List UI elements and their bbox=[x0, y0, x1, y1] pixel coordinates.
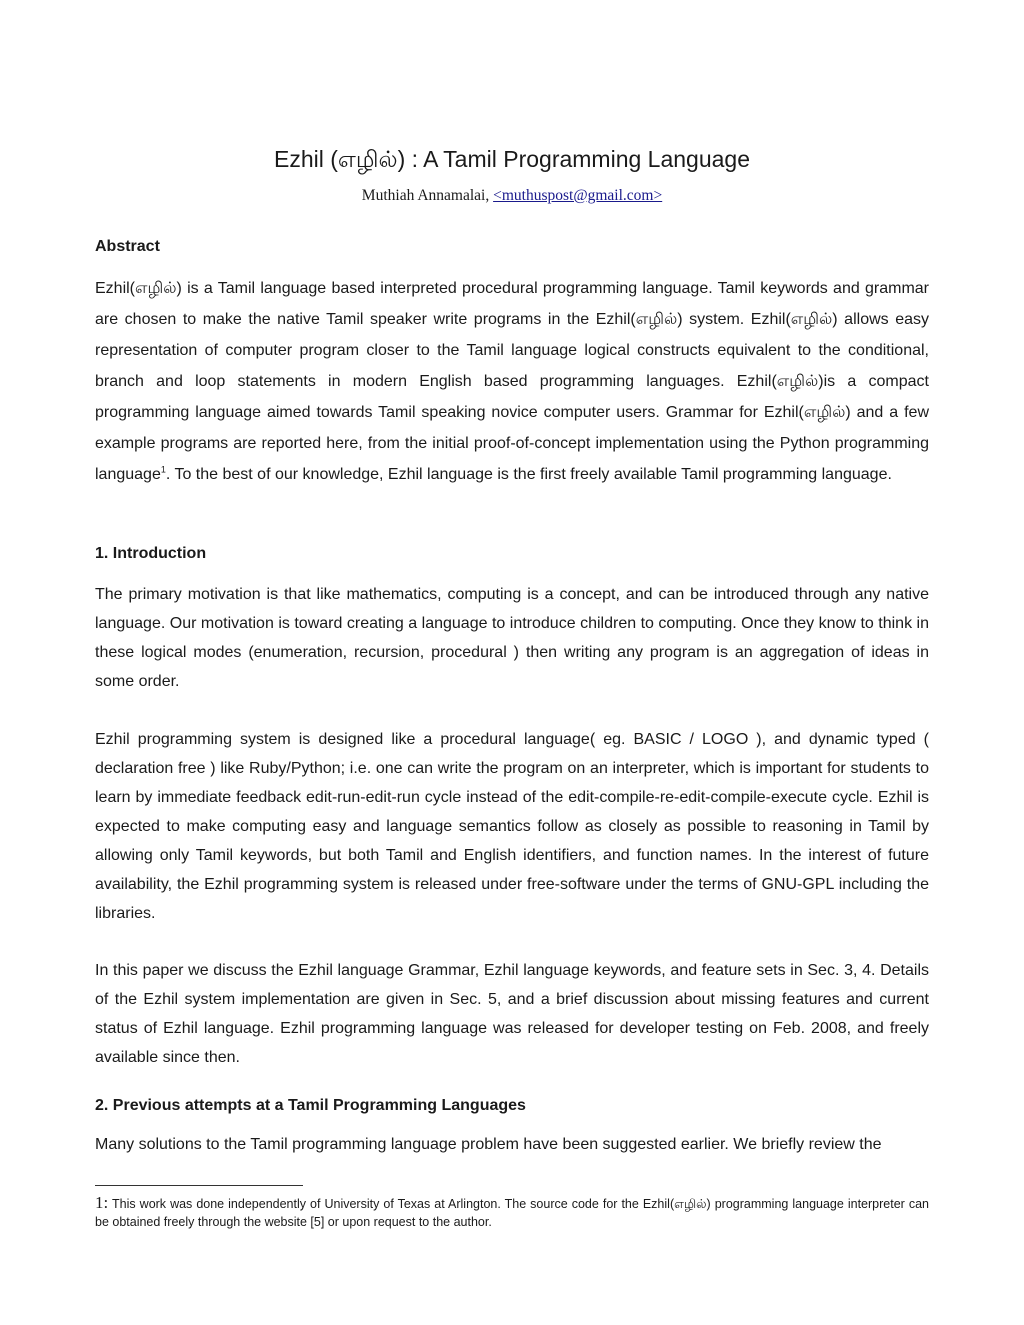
author-line bbox=[95, 186, 929, 206]
intro-paragraph-3: In this paper we discuss the Ezhil language Grammar, Ezhil language keywords, and feature sets in Sec. 3, 4. Details of the Ezhil system implementation are given in Sec. 5, and a brief discussion about missing features and current status of Ezhil language. Ezhil programming language was released for developer testing on Feb. 2008, and freely available since then. bbox=[95, 962, 929, 1066]
section-1-heading: 1. Introduction bbox=[95, 545, 207, 562]
footnote-text: This work was done independently of University of Texas at Arlington. The source code for the Ezhil(எழில்) programming language interpreter can be obtained freely through the website [5] or upon request to the author. bbox=[95, 1197, 929, 1229]
abstract-heading: Abstract bbox=[95, 238, 160, 255]
author-name: Muthiah Annamalai, bbox=[361, 187, 494, 204]
author-email-link[interactable]: <muthuspost@gmail.com> bbox=[493, 187, 663, 204]
abstract-text bbox=[95, 273, 929, 490]
intro-paragraph-2: Ezhil programming system is designed like a procedural language( eg. BASIC / LOGO ), and dynamic typed ( declaration free ) like Ruby/Python; i.e. one can write the program on an interpreter, which is important for students to learn by immediate feedback edit-run-edit-run cycle instead of the edit-compile-re-edit-compile-execute cycle. Ezhil is expected to make computing easy and language semantics follow as closely as possible to reasoning in Tamil by allowing only Tamil keywords, but both Tamil and English identifiers, and function names. In the interest of future availability, the Ezhil programming system is released under free-software under the terms of GNU-GPL including the libraries. bbox=[95, 731, 929, 922]
paper-page bbox=[95, 0, 929, 1325]
footnote-mark: 1: bbox=[95, 1193, 109, 1212]
section-2-heading: 2. Previous attempts at a Tamil Programming Languages bbox=[95, 1097, 526, 1114]
section-2-paragraph: Many solutions to the Tamil programming language problem have been suggested earlier. We briefly review the bbox=[95, 1136, 882, 1153]
footnote bbox=[95, 1194, 929, 1231]
footnote-reference: 1 bbox=[160, 464, 166, 475]
intro-paragraph-1: The primary motivation is that like mathematics, computing is a concept, and can be introduced through any native language. Our motivation is toward creating a language to introduce children to computing. Once they know to think in these logical modes (enumeration, recursion, procedural ) then writing any program is an aggregation of ideas in some order. bbox=[95, 586, 929, 690]
abstract-text-end: . To the best of our knowledge, Ezhil language is the first freely available Tamil programming language. bbox=[165, 466, 892, 483]
paper-title: Ezhil (எழில்) : A Tamil Programming Language bbox=[273, 146, 750, 172]
footnote-divider bbox=[95, 1185, 303, 1186]
abstract-text-main: Ezhil(எழில்) is a Tamil language based interpreted procedural programming language. Tamil keywords and grammar are chosen to make the native Tamil speaker write programs in the Ezhil(எழில்) system. Ezhil(எழில்) allows easy representation of computer program closer to the Tamil language logical constructs equivalent to the conditional, branch and loop statements in modern English based programming languages. Ezhil(எழில்)is a compact programming language aimed towards Tamil speaking novice computer users. Grammar for Ezhil(எழில்) and a few example programs are reported here, from the initial proof-of-concept implementation using the Python programming language bbox=[95, 280, 929, 483]
